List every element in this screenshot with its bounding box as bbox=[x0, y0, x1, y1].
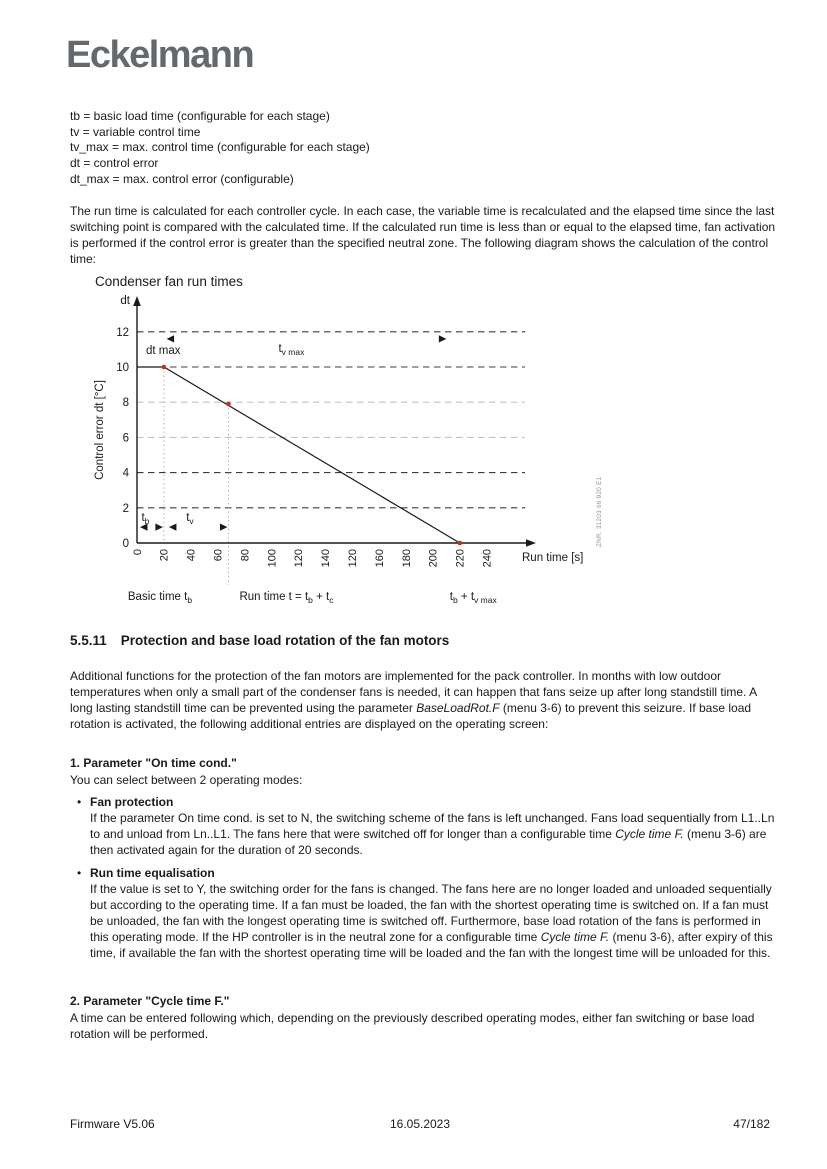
footer-date: 16.05.2023 bbox=[389, 1117, 451, 1131]
svg-text:40: 40 bbox=[185, 549, 198, 562]
definition-line: tv = variable control time bbox=[70, 124, 201, 139]
section-intro-paragraph: Additional functions for the protection of the fan motors are implemented for the pack controller. In months with low outdoor temperatures when only a small part of the condenser fans is needed, it can happen that fans seize up after long standstill time. A long lasting standstill time can be prevented using the parameter BaseLoadRot.F (menu 3-6) to prevent this seizure. If base load rotation is activated, the following additional entries are displayed on the operating screen: bbox=[70, 669, 757, 731]
svg-text:ZNR. 31203 66 920 E1: ZNR. 31203 66 920 E1 bbox=[596, 476, 603, 547]
chart-svg bbox=[70, 270, 780, 618]
svg-text:Control error dt [°C]: Control error dt [°C] bbox=[94, 380, 106, 480]
svg-text:Run time t = tb + tc: Run time $t = t_b + t_c$ bbox=[239, 591, 334, 605]
svg-text:tb + tv max: $t_b + t_{v max}$ bbox=[449, 591, 497, 605]
svg-text:20: 20 bbox=[158, 549, 171, 562]
svg-text:240: 240 bbox=[481, 549, 494, 568]
svg-text:dt: dt bbox=[120, 295, 130, 307]
bullet-fan-protection bbox=[77, 794, 777, 858]
footer-firmware: Firmware V5.06 bbox=[70, 1117, 155, 1131]
section-number: 5.5.11 bbox=[70, 633, 107, 648]
intro-paragraph: The run time is calculated for each controller cycle. In each case, the variable time is recalculated and the elapsed time since the last switching point is compared with the calculated time. If the calculated run time is less than or equal to the elapsed time, fan activation is performed if the control error is greater than the specified neutral zone. The following diagram shows the calculation of the control time: bbox=[70, 204, 776, 266]
param2-paragraph: A time can be entered following which, depending on the previously described operating modes, either fan switching or base load rotation will be performed. bbox=[70, 1011, 755, 1041]
param1-subtext: You can select between 2 operating modes: bbox=[70, 773, 303, 787]
svg-text:Run time [s]: Run time [s] bbox=[522, 552, 584, 564]
definitions-list bbox=[70, 109, 370, 188]
bullet-title: Fan protection bbox=[90, 795, 174, 809]
svg-text:tv: $t_v$ bbox=[186, 512, 194, 527]
svg-text:120: 120 bbox=[293, 549, 306, 568]
svg-text:0: 0 bbox=[122, 538, 129, 550]
section-title: Protection and base load rotation of the fan motors bbox=[120, 633, 450, 648]
definition-line: tb = basic load time (configurable for each stage) bbox=[70, 109, 330, 123]
svg-text:100: 100 bbox=[266, 549, 279, 568]
param1-heading: 1. Parameter "On time cond." bbox=[70, 756, 237, 770]
svg-text:4: 4 bbox=[122, 467, 129, 480]
bullet-marker: • bbox=[77, 795, 82, 809]
svg-text:dt max: dt max bbox=[146, 345, 181, 357]
bullet-body: If the value is set to Y, the switching order for the fans is changed. The fans here are no longer loaded and unloaded sequentially but according to the operating time. If a fan must be loaded, the fan with the shortest operating time is switched on. If a fan must be unloaded, the fan with the longest operating time is switched off. Furthermore, base load rotation of the fans is performed in this operating mode. If the HP controller is in the neutral zone for a configurable time Cycle time F. (menu 3-6), after expiry of this time, if available the fan with the shortest operating time will be loaded and the fan with the longest time will be unloaded for this. bbox=[90, 882, 773, 960]
svg-text:80: 80 bbox=[239, 549, 252, 562]
svg-text:60: 60 bbox=[212, 549, 225, 562]
bullet-run-time-equalisation bbox=[77, 865, 777, 961]
bullet-body: If the parameter On time cond. is set to N, the switching scheme of the fans is left unchanged. Fans load sequentially from L1..Ln to and unload from Ln..L1. The fans here that were switched off for longer than a configurable time Cycle time F. (menu 3-6) are then activated again for the duration of 20 seconds. bbox=[90, 811, 775, 857]
chart-figure bbox=[70, 270, 780, 618]
svg-text:tb: $t_b$ bbox=[141, 512, 150, 527]
svg-text:160: 160 bbox=[373, 549, 386, 568]
footer-page-number: 47/182 bbox=[733, 1117, 770, 1131]
definition-line: dt_max = max. control error (configurable) bbox=[70, 171, 294, 186]
svg-text:140: 140 bbox=[320, 549, 333, 568]
svg-text:Basic time tb: Basic time $t_b$ bbox=[127, 591, 193, 605]
company-logo: Eckelmann bbox=[66, 34, 254, 76]
svg-text:120: 120 bbox=[347, 549, 359, 568]
svg-text:200: 200 bbox=[427, 549, 440, 568]
svg-text:6: 6 bbox=[122, 432, 129, 445]
definition-line: tv_max = max. control time (configurable for each stage) bbox=[70, 140, 370, 155]
svg-text:220: 220 bbox=[454, 549, 467, 568]
svg-text:180: 180 bbox=[400, 549, 413, 568]
svg-text:tv max: $t_{v max}$ bbox=[278, 342, 305, 357]
definition-line: dt = control error bbox=[70, 156, 159, 171]
svg-text:0: 0 bbox=[131, 549, 144, 556]
svg-text:10: 10 bbox=[116, 362, 129, 374]
chart-title: Condenser fan run times bbox=[95, 274, 243, 289]
svg-text:8: 8 bbox=[122, 397, 129, 410]
section-heading bbox=[70, 633, 449, 648]
svg-text:12: 12 bbox=[116, 326, 129, 339]
svg-text:2: 2 bbox=[122, 502, 129, 515]
bullet-marker: • bbox=[77, 866, 82, 880]
param2-heading: 2. Parameter "Cycle time F." bbox=[70, 994, 230, 1008]
bullet-title: Run time equalisation bbox=[90, 866, 215, 880]
